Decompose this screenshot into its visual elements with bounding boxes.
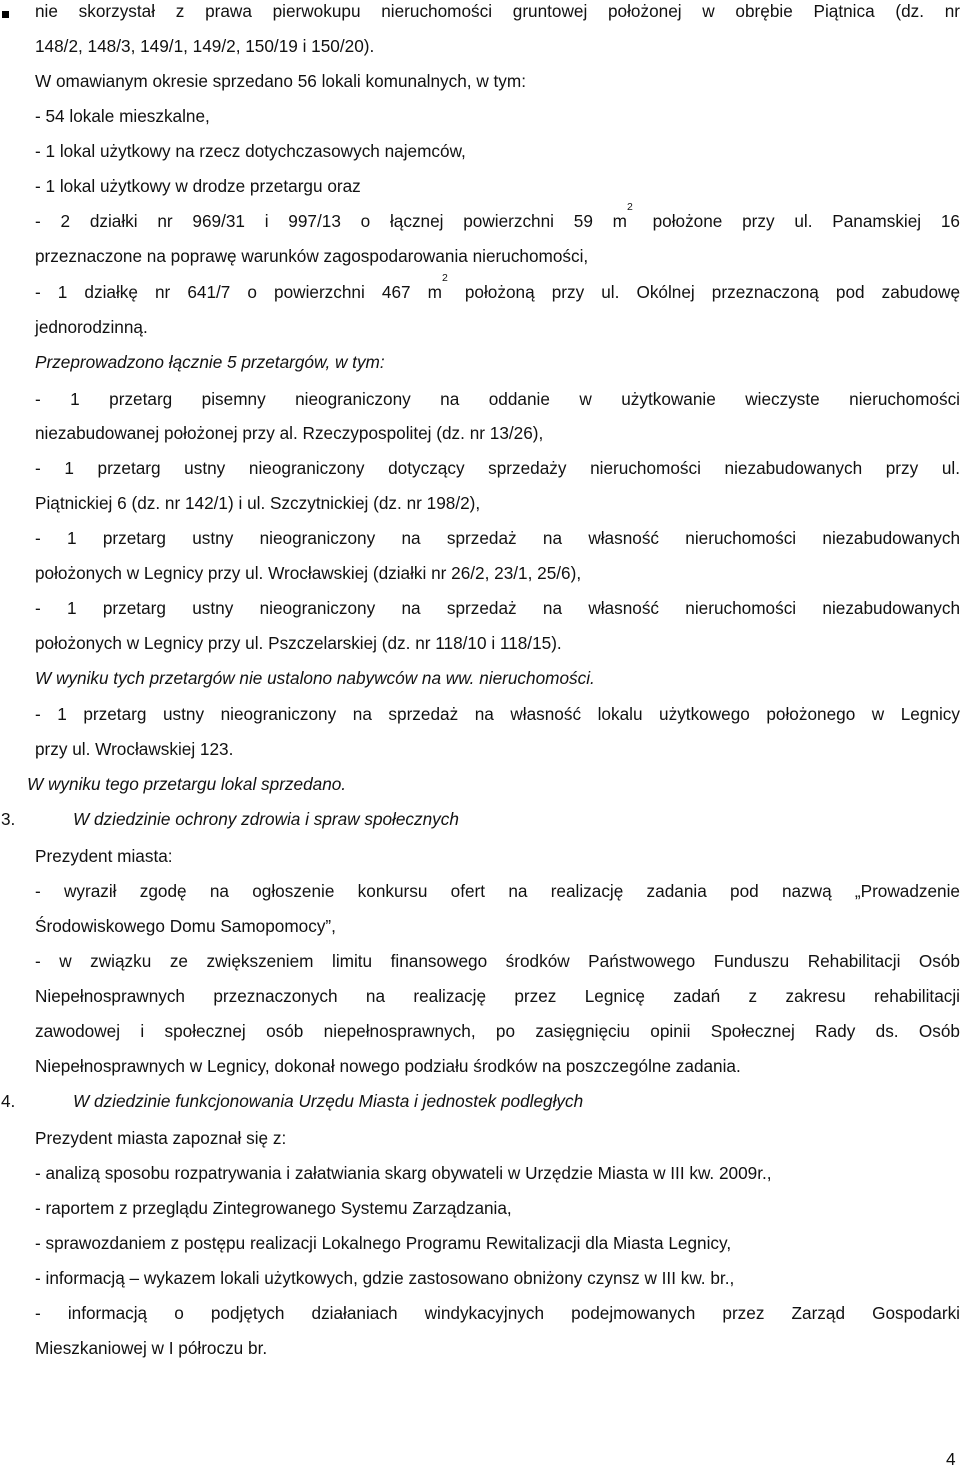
text-run: - 1 działkę nr 641/7 o powierzchni 467 m (35, 282, 442, 302)
text-line: Niepełnosprawnych w Legnicy, dokonał nowego podziału środków na poszczególne zadania. (35, 1056, 741, 1076)
superscript: 2 (441, 272, 448, 284)
list-item: - informacją – wykazem lokali użytkowych, gdzie zastosowano obniżony czynsz w III kw. br., (35, 1268, 735, 1288)
text-line: Niepełnosprawnych przeznaczonych na realizację przez Legnicę zadań z zakresu rehabilitacji (35, 986, 960, 1006)
text-run: położoną przy ul. Okólnej przeznaczoną pod zabudowę (447, 282, 960, 302)
list-item: - 1 przetarg ustny nieograniczony na sprzedaż na własność nieruchomości niezabudowanych (35, 598, 960, 618)
text-line: W wyniku tego przetargu lokal sprzedano. (27, 774, 347, 794)
bullet-square-icon (2, 11, 9, 18)
text-run: - 2 działki nr 969/31 i 997/13 o łącznej powierzchni 59 m (35, 211, 627, 231)
text-line: W wyniku tych przetargów nie ustalono nabywców na ww. nieruchomości. (35, 668, 595, 688)
text-line: Prezydent miasta: (35, 846, 173, 866)
section-number: 3. (1, 809, 16, 829)
list-item: - wyraził zgodę na ogłoszenie konkursu ofert na realizację zadania pod nazwą „Prowadzenie (35, 881, 960, 901)
list-item: - 1 lokal użytkowy na rzecz dotychczasowych najemców, (35, 141, 466, 161)
list-item (35, 272, 960, 303)
text-line: Prezydent miasta zapoznał się z: (35, 1128, 287, 1148)
text-line: Środowiskowego Domu Samopomocy”, (35, 916, 336, 936)
list-item: - 1 przetarg pisemny nieograniczony na oddanie w użytkowanie wieczyste nieruchomości (35, 389, 960, 409)
text-line: zawodowej i społecznej osób niepełnosprawnych, po zasięgnięciu opinii Społecznej Rady ds. Osób (35, 1021, 960, 1041)
superscript: 2 (626, 201, 633, 213)
text-line: niezabudowanej położonej przy al. Rzeczypospolitej (dz. nr 13/26), (35, 423, 544, 443)
text-line: W omawianym okresie sprzedano 56 lokali komunalnych, w tym: (35, 71, 526, 91)
text-line: nie skorzystał z prawa pierwokupu nieruchomości gruntowej położonej w obrębie Piątnica (dz. nr (35, 1, 960, 21)
list-item (35, 201, 960, 232)
text-line: przy ul. Wrocławskiej 123. (35, 739, 234, 759)
section-number: 4. (1, 1091, 16, 1111)
section-title: W dziedzinie funkcjonowania Urzędu Miasta i jednostek podległych (73, 1091, 584, 1111)
list-item: - w związku ze zwiększeniem limitu finansowego środków Państwowego Funduszu Rehabilitacji Osób (35, 951, 960, 971)
text-line: położonych w Legnicy przy ul. Wrocławskiej (działki nr 26/2, 23/1, 25/6), (35, 563, 582, 583)
list-item: - 1 przetarg ustny nieograniczony na sprzedaż na własność nieruchomości niezabudowanych (35, 528, 960, 548)
text-line: Przeprowadzono łącznie 5 przetargów, w tym: (35, 352, 385, 372)
page-number: 4 (946, 1449, 956, 1469)
list-item: - 1 przetarg ustny nieograniczony na sprzedaż na własność lokalu użytkowego położonego w Legnicy (35, 704, 960, 724)
list-item: - informacją o podjętych działaniach windykacyjnych podejmowanych przez Zarząd Gospodarki (35, 1303, 960, 1323)
list-item: - sprawozdaniem z postępu realizacji Lokalnego Programu Rewitalizacji dla Miasta Legnicy, (35, 1233, 732, 1253)
text-line: przeznaczone na poprawę warunków zagospodarowania nieruchomości, (35, 246, 589, 266)
list-item: - 1 przetarg ustny nieograniczony dotyczący sprzedaży nieruchomości niezabudowanych przy ul. (35, 458, 960, 478)
list-item: - analizą sposobu rozpatrywania i załatwiania skarg obywateli w Urzędzie Miasta w III kw. 2009r., (35, 1163, 772, 1183)
text-line: jednorodzinną. (35, 317, 148, 337)
text-line: Mieszkaniowej w I półroczu br. (35, 1338, 268, 1358)
text-run: położone przy ul. Panamskiej 16 (632, 211, 960, 231)
text-line: Piątnickiej 6 (dz. nr 142/1) i ul. Szczytnickiej (dz. nr 198/2), (35, 493, 481, 513)
section-title: W dziedzinie ochrony zdrowia i spraw społecznych (73, 809, 459, 829)
text-line: 148/2, 148/3, 149/1, 149/2, 150/19 i 150/20). (35, 36, 375, 56)
text-line: położonych w Legnicy przy ul. Pszczelarskiej (dz. nr 118/10 i 118/15). (35, 633, 562, 653)
list-item: - 1 lokal użytkowy w drodze przetargu oraz (35, 176, 361, 196)
list-item: - raportem z przeglądu Zintegrowanego Systemu Zarządzania, (35, 1198, 512, 1218)
list-item: - 54 lokale mieszkalne, (35, 106, 210, 126)
